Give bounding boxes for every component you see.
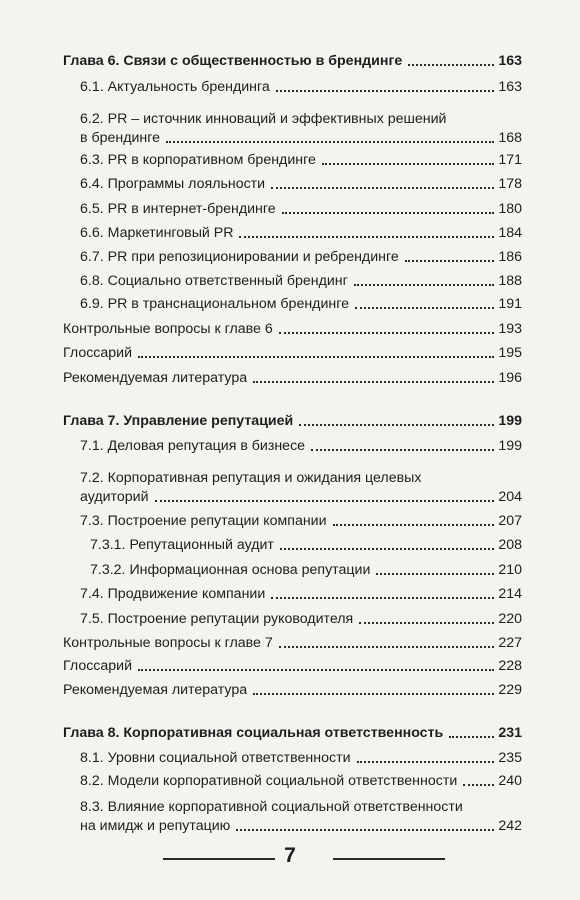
leader-dots (376, 573, 494, 575)
leader-dots (279, 332, 495, 334)
toc-section-6-7 (80, 248, 522, 267)
leader-dots (322, 163, 494, 165)
toc-page: 186 (498, 249, 522, 265)
toc-title: Глоссарий (63, 345, 133, 361)
toc-glossary-7 (63, 657, 522, 676)
toc-section-6-2 (80, 110, 522, 148)
toc-page: 188 (498, 273, 522, 289)
toc-title: 7.5. Построение репутации руководителя (80, 611, 354, 627)
leader-dots (463, 784, 494, 786)
toc-title-line1: 6.2. PR – источник инноваций и эффективных решений (80, 111, 447, 127)
toc-page: 228 (498, 658, 522, 674)
toc-title: 6.3. PR в корпоративном брендинге (80, 152, 316, 168)
toc-title-line1: 7.2. Корпоративная репутация и ожидания целевых (80, 470, 422, 486)
toc-page: 227 (498, 635, 522, 651)
toc-page: 240 (498, 773, 522, 789)
toc-page: 196 (498, 370, 522, 386)
toc-review-questions-7 (63, 634, 522, 653)
toc-section-6-8 (80, 272, 522, 291)
leader-dots (138, 356, 494, 358)
leader-dots (355, 307, 494, 309)
toc-title: Рекомендуемая литература (63, 370, 248, 386)
toc-title-line2: на имидж и репутацию (80, 818, 231, 834)
toc-title: 6.9. PR в транснациональном брендинге (80, 296, 349, 312)
leader-dots (236, 829, 494, 831)
leader-dots (276, 90, 495, 92)
toc-page: 195 (498, 345, 522, 361)
leader-dots (333, 524, 495, 526)
toc-page: 235 (498, 750, 522, 766)
leader-dots (311, 449, 494, 451)
toc-page: 231 (498, 725, 522, 741)
toc-section-6-1 (80, 78, 522, 97)
toc-page: 229 (498, 682, 522, 698)
toc-section-7-2 (80, 469, 522, 507)
toc-page: 199 (498, 438, 522, 454)
toc-chapter-7 (63, 412, 522, 431)
toc-page: 163 (498, 79, 522, 95)
toc-title: Контрольные вопросы к главе 6 (63, 321, 273, 337)
toc-page: 163 (498, 53, 522, 69)
toc-chapter-8 (63, 724, 522, 743)
toc-page: 199 (498, 413, 522, 429)
toc-title-line2: в брендинге (80, 130, 161, 146)
toc-title: 6.5. PR в интернет-брендинге (80, 201, 276, 217)
leader-dots (282, 212, 495, 214)
toc-section-6-9 (80, 295, 522, 314)
toc-page: 242 (498, 818, 522, 834)
leader-dots (271, 597, 494, 599)
toc-title: 7.3.2. Информационная основа репутации (90, 562, 371, 578)
toc-page: 184 (498, 225, 522, 241)
toc-page: 214 (498, 586, 522, 602)
toc-subsection-7-3-2 (90, 561, 522, 580)
toc-glossary-6 (63, 344, 522, 363)
toc-title: 7.1. Деловая репутация в бизнесе (80, 438, 306, 454)
toc-page: 220 (498, 611, 522, 627)
leader-dots (166, 141, 494, 143)
toc-section-8-1 (80, 749, 522, 768)
toc-page: 171 (498, 152, 522, 168)
toc-section-6-5 (80, 200, 522, 219)
toc-title: 6.6. Маркетинговый PR (80, 225, 234, 241)
toc-title: 7.3.1. Репутационный аудит (90, 537, 274, 553)
leader-dots (155, 500, 495, 502)
toc-title: 6.4. Программы лояльности (80, 176, 266, 192)
leader-dots (449, 736, 494, 738)
toc-title: 7.4. Продвижение компании (80, 586, 266, 602)
toc-subsection-7-3-1 (90, 536, 522, 555)
toc-title: Контрольные вопросы к главе 7 (63, 635, 273, 651)
toc-section-8-2 (80, 772, 522, 791)
toc-title: 6.7. PR при репозиционировании и ребрендинге (80, 249, 399, 265)
leader-dots (253, 693, 494, 695)
toc-page: 204 (498, 489, 522, 505)
toc-page: 193 (498, 321, 522, 337)
toc-literature-7 (63, 681, 522, 700)
toc-title: 8.1. Уровни социальной ответственности (80, 750, 351, 766)
leader-dots (280, 548, 494, 550)
toc-title-line1: 8.3. Влияние корпоративной социальной ответственности (80, 799, 463, 815)
toc-title: Глава 7. Управление репутацией (63, 413, 294, 429)
toc-title: 8.2. Модели корпоративной социальной ответственности (80, 773, 458, 789)
leader-dots (253, 381, 494, 383)
toc-section-7-3 (80, 512, 522, 531)
page-number: 7 (284, 844, 296, 867)
toc-review-questions-6 (63, 320, 522, 339)
toc-page: 208 (498, 537, 522, 553)
toc-section-6-4 (80, 175, 522, 194)
toc-title: Рекомендуемая литература (63, 682, 248, 698)
leader-dots (357, 761, 495, 763)
toc-section-7-4 (80, 585, 522, 604)
toc-title: 6.1. Актуальность брендинга (80, 79, 270, 95)
toc-section-7-1 (80, 437, 522, 456)
toc-title: Глава 8. Корпоративная социальная ответственность (63, 725, 444, 741)
toc-page: 178 (498, 176, 522, 192)
leader-dots (271, 187, 494, 189)
footer-rule-right (333, 858, 445, 860)
toc-section-8-3 (80, 798, 522, 836)
toc-page: 191 (498, 296, 522, 312)
leader-dots (354, 284, 495, 286)
toc-section-7-5 (80, 610, 522, 629)
toc-page: 180 (498, 201, 522, 217)
toc-page: 168 (498, 130, 522, 146)
leader-dots (279, 646, 495, 648)
toc-literature-6 (63, 369, 522, 388)
toc-title-line2: аудиторий (80, 489, 149, 505)
toc-page: 210 (498, 562, 522, 578)
leader-dots (359, 622, 494, 624)
toc-section-6-6 (80, 224, 522, 243)
toc-title: 7.3. Построение репутации компании (80, 513, 327, 529)
toc-chapter-6 (63, 52, 522, 71)
leader-dots (408, 64, 494, 66)
toc-title: 6.8. Социально ответственный брендинг (80, 273, 348, 289)
toc-title: Глоссарий (63, 658, 133, 674)
leader-dots (405, 260, 495, 262)
leader-dots (138, 669, 494, 671)
leader-dots (239, 236, 494, 238)
leader-dots (299, 424, 494, 426)
toc-title: Глава 6. Связи с общественностью в брендинге (63, 53, 403, 69)
toc-section-6-3 (80, 151, 522, 170)
toc-page: 207 (498, 513, 522, 529)
